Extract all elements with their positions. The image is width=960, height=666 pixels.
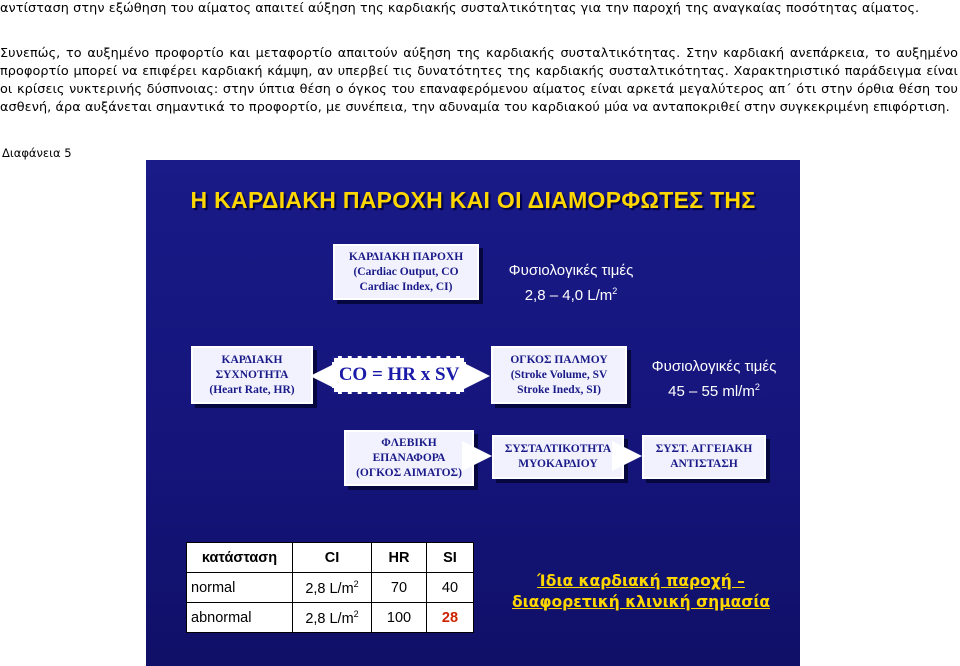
cell-si: 40 <box>427 573 474 603</box>
table-header-row <box>187 543 474 573</box>
cell-hr: 100 <box>372 603 427 633</box>
cell-hr: 70 <box>372 573 427 603</box>
header-si: SI <box>427 543 474 573</box>
cell-ci: 2,8 $L/m^2$ <box>293 603 372 633</box>
comparison-table <box>186 542 474 633</box>
heart-rate-line: ΚΑΡΔΙΑΚΗ <box>221 353 283 366</box>
conclusion-text <box>491 571 791 613</box>
cell-ci: 2,8 $L/m^2$ <box>293 573 372 603</box>
venous-return-line: (ΟΓΚΟΣ ΑΙΜΑΤΟΣ) <box>356 466 462 479</box>
contractility-line: ΣΥΣΤΑΛΤΙΚΟΤΗΤΑ <box>504 443 612 455</box>
venous-return-line: ΦΛΕΒΙΚΗ <box>381 436 437 449</box>
paragraph-1: αντίσταση στην εξώθηση του αίματος απαιτεί αύξηση της καρδιακής συσταλτικότητας για την παροχή της αναγκαίας ποσότητας αίματος. <box>0 1 920 16</box>
formula-box: CO = HR x SV <box>332 356 466 394</box>
conclusion-line-1: Ίδια καρδιακή παροχή – <box>537 572 745 590</box>
heart-rate-box <box>191 346 313 404</box>
vascular-resistance-line: ΣΥΣΤ. ΑΓΓΕΙΑΚΗ <box>655 443 753 455</box>
co-normal-values <box>486 260 656 306</box>
conclusion-line-2: διαφορετική κλινική σημασία <box>511 593 771 611</box>
co-values-label: Φυσιολογικές τιμές <box>508 262 634 279</box>
venous-return-box <box>344 430 474 486</box>
slide <box>146 160 800 666</box>
slide-caption: Διαφάνεια 5 <box>2 146 72 160</box>
cell-state: abnormal <box>187 603 293 633</box>
paragraph-2: Συνεπώς, το αυξημένο προφορτίο και μεταφορτίο απαιτούν αύξηση της καρδιακής συσταλτικότητας. Στην καρδιακή ανεπάρκεια, το αυξημένο προφορτίο μπορεί να επιφέρει καρδιακή κάμψη, αν υπερβεί τις δυνατότητες της καρδιακής συσταλτικότητας. Χαρακτηριστικό παράδειγμα είναι οι κρίσεις νυκτερινής δύσπνοιας: στην ύπτια θέση ο όγκος του επαναφερόμενου αίματος είναι αρκετά μεγαλύτερος απ΄ ότι στην όρθια θέση του ασθενή, άρα αυξάνεται σημαντικά το προφορτίο, με συνέπεια, την αδυναμία του καρδιακού μύα να ανταποκριθεί στην συγκεκριμένη επιφόρτιση. <box>0 46 958 115</box>
vascular-resistance-box <box>642 435 766 479</box>
stroke-volume-box <box>491 346 627 404</box>
header-hr: HR <box>372 543 427 573</box>
slide-title: Η ΚΑΡΔΙΑΚΗ ΠΑΡΟΧΗ ΚΑΙ ΟΙ ΔΙΑΜΟΡΦΩΤΕΣ ΤΗΣ <box>190 187 756 213</box>
sv-values-value: 45 – 55 $ml/m^2$ <box>668 382 760 400</box>
sv-normal-values <box>634 356 794 402</box>
cardiac-output-line: (Cardiac Output, CO <box>353 265 459 278</box>
co-values-value: 2,8 – 4,0 $L/m^2$ <box>524 286 618 304</box>
contractility-box <box>492 435 624 479</box>
sv-values-label: Φυσιολογικές τιμές <box>651 358 777 375</box>
header-state: κατάσταση <box>187 543 293 573</box>
stroke-volume-line: (Stroke Volume, SV <box>510 368 608 381</box>
cell-si: 28 <box>427 603 474 633</box>
venous-return-line: ΕΠΑΝΑΦΟΡΑ <box>372 451 446 464</box>
table-row <box>187 603 474 633</box>
cardiac-output-line: Cardiac Index, CI) <box>359 280 453 293</box>
cardiac-output-box <box>333 244 479 300</box>
stroke-volume-line: ΟΓΚΟΣ ΠΑΛΜΟΥ <box>510 353 608 366</box>
cell-state: normal <box>187 573 293 603</box>
table-row <box>187 573 474 603</box>
contractility-line: ΜΥΟΚΑΡΔΙΟΥ <box>518 458 598 470</box>
header-ci: CI <box>293 543 372 573</box>
stroke-volume-line: Stroke Inedx, SI) <box>517 383 601 396</box>
vascular-resistance-line: ΑΝΤΙΣΤΑΣΗ <box>670 458 738 470</box>
cardiac-output-line: ΚΑΡΔΙΑΚΗ ΠΑΡΟΧΗ <box>348 250 464 263</box>
heart-rate-line: (Heart Rate, HR) <box>209 383 295 396</box>
heart-rate-line: ΣΥΧΝΟΤΗΤΑ <box>215 368 289 381</box>
